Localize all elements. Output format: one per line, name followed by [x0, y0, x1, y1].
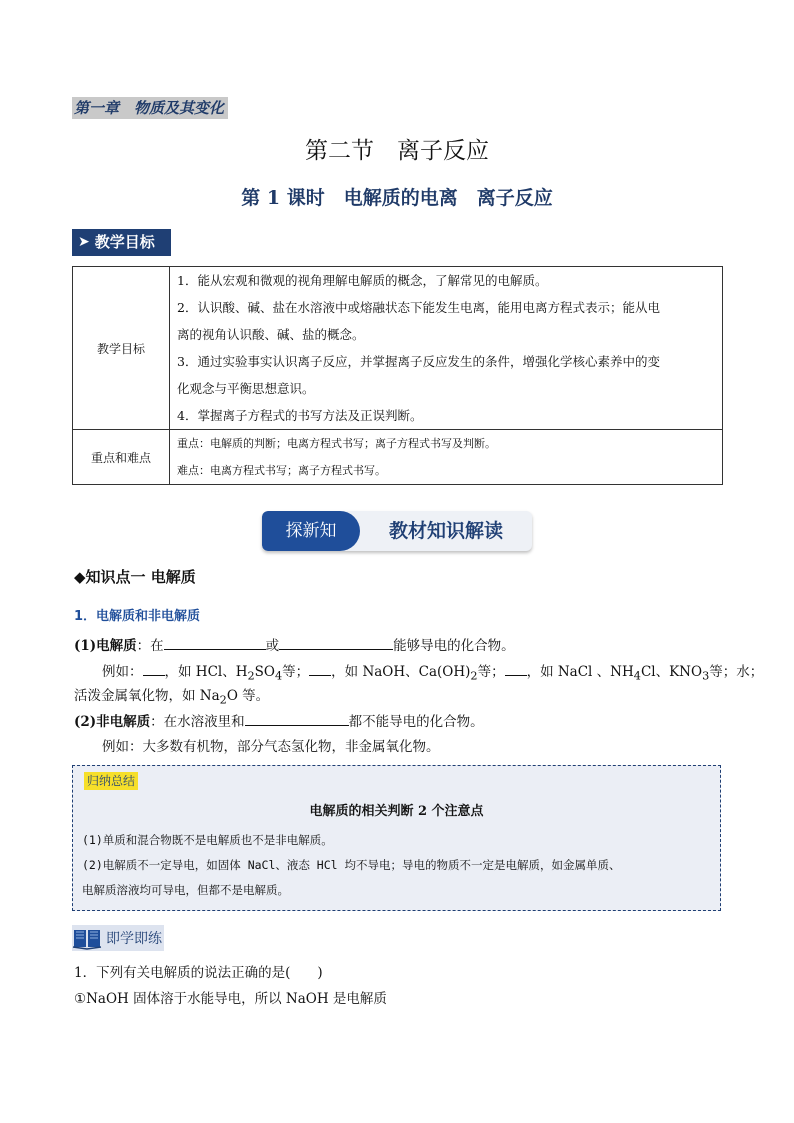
question-1: 1．下列有关电解质的说法正确的是( ): [74, 965, 323, 981]
summary-title: 电解质的相关判断 2 个注意点: [309, 804, 484, 819]
keypoints-row-content: [170, 430, 723, 485]
text: SO: [254, 664, 275, 680]
goals-row-label: 教学目标: [73, 267, 170, 430]
text: ：在: [136, 638, 164, 654]
fill-blank[interactable]: [164, 635, 266, 650]
goal-line: 1．能从宏观和微观的视角理解电解质的概念，了解常见的电解质。: [177, 273, 548, 288]
subscript: 4: [274, 669, 283, 683]
text: 等；: [477, 664, 505, 680]
explore-banner: [262, 511, 532, 551]
text: ：在水溶液里和: [150, 714, 245, 730]
goal-line: 化观念与平衡思想意识。: [177, 381, 315, 396]
fill-blank[interactable]: [505, 661, 527, 676]
electrolyte-examples: [102, 661, 763, 687]
keypoints-row: [73, 430, 723, 485]
question-1-statement-1: ①NaOH 固体溶于水能导电，所以 NaOH 是电解质: [74, 991, 387, 1007]
open-book-icon: [72, 926, 102, 950]
summary-box: [72, 765, 721, 911]
text: ，如 HCl、H: [164, 664, 248, 680]
summary-tag: 归纳总结: [84, 772, 138, 790]
goal-line: 3．通过实验事实认识离子反应，并掌握离子反应发生的条件，增强化学核心素养中的变: [177, 354, 660, 369]
keypoint-line: 难点：电离方程式书写；离子方程式书写。: [177, 464, 386, 477]
subscript: 2: [247, 669, 255, 683]
text: ，如 NaCl 、NH: [526, 664, 634, 680]
text: Cl、KNO: [640, 664, 703, 680]
fill-blank[interactable]: [279, 635, 393, 650]
fill-blank[interactable]: [245, 711, 349, 726]
teaching-goals-label: 教学目标: [94, 233, 155, 251]
teaching-goals-banner: [72, 229, 171, 256]
subscript: 2: [219, 693, 227, 707]
practice-label: 即学即练: [106, 931, 162, 947]
knowledge-point-title: ◆知识点一 电解质: [74, 568, 196, 586]
lesson-title: 第 1 课时 电解质的电离 离子反应: [241, 187, 553, 209]
summary-line: 电解质溶液均可导电，但都不是电解质。: [82, 883, 289, 897]
section-title: 第二节 离子反应: [305, 138, 489, 164]
electrolyte-examples-cont: [74, 686, 269, 711]
text: 都不能导电的化合物。: [348, 714, 484, 730]
textbook-knowledge-label: 教材知识解读: [388, 520, 503, 542]
keypoint-line: 重点：电解质的判断；电离方程式书写；离子方程式书写及判断。: [177, 437, 496, 450]
term: (1)电解质: [74, 638, 137, 654]
fill-blank[interactable]: [143, 661, 165, 676]
text: 或: [265, 638, 280, 654]
goal-line: 4．掌握离子方程式的书写方法及正误判断。: [177, 408, 423, 423]
text: 能够导电的化合物。: [393, 638, 515, 654]
explore-label: 探新知: [262, 511, 360, 551]
subscript: 3: [702, 669, 710, 683]
subscript: 2: [470, 669, 478, 683]
goal-line: 离的视角认识酸、碱、盐的概念。: [177, 327, 365, 342]
text: 等；水；: [709, 664, 764, 680]
chapter-heading: 第一章 物质及其变化: [72, 97, 228, 119]
goals-row: [73, 267, 723, 430]
subscript: 4: [633, 669, 641, 683]
term: (2)非电解质: [74, 714, 151, 730]
keypoints-row-label: 重点和难点: [73, 430, 170, 485]
text: 等；: [282, 664, 310, 680]
goal-line: 2．认识酸、碱、盐在水溶液中或熔融状态下能发生电离，能用电离方程式表示；能从电: [177, 300, 660, 315]
text: ，如 NaOH、Ca(OH): [331, 664, 471, 680]
summary-line: (1)单质和混合物既不是电解质也不是非电解质。: [82, 833, 333, 847]
text: O 等。: [226, 688, 270, 704]
nonelectrolyte-examples: 例如：大多数有机物，部分气态氢化物，非金属氧化物。: [102, 739, 440, 755]
arrow-right-icon: ➤: [78, 234, 90, 250]
summary-line: (2)电解质不一定导电，如固体 NaCl、液态 HCl 均不导电；导电的物质不一定是电解质，如金属单质、: [82, 858, 621, 872]
goals-row-content: [170, 267, 723, 430]
nonelectrolyte-definition: [74, 711, 484, 732]
electrolyte-definition: [74, 635, 515, 656]
practice-header: [72, 925, 164, 951]
text: 例如：: [102, 664, 143, 680]
goals-table: [72, 266, 723, 485]
text: 活泼金属氧化物，如 Na: [74, 688, 220, 704]
subsection-title: 1．电解质和非电解质: [74, 609, 201, 624]
fill-blank[interactable]: [309, 661, 331, 676]
